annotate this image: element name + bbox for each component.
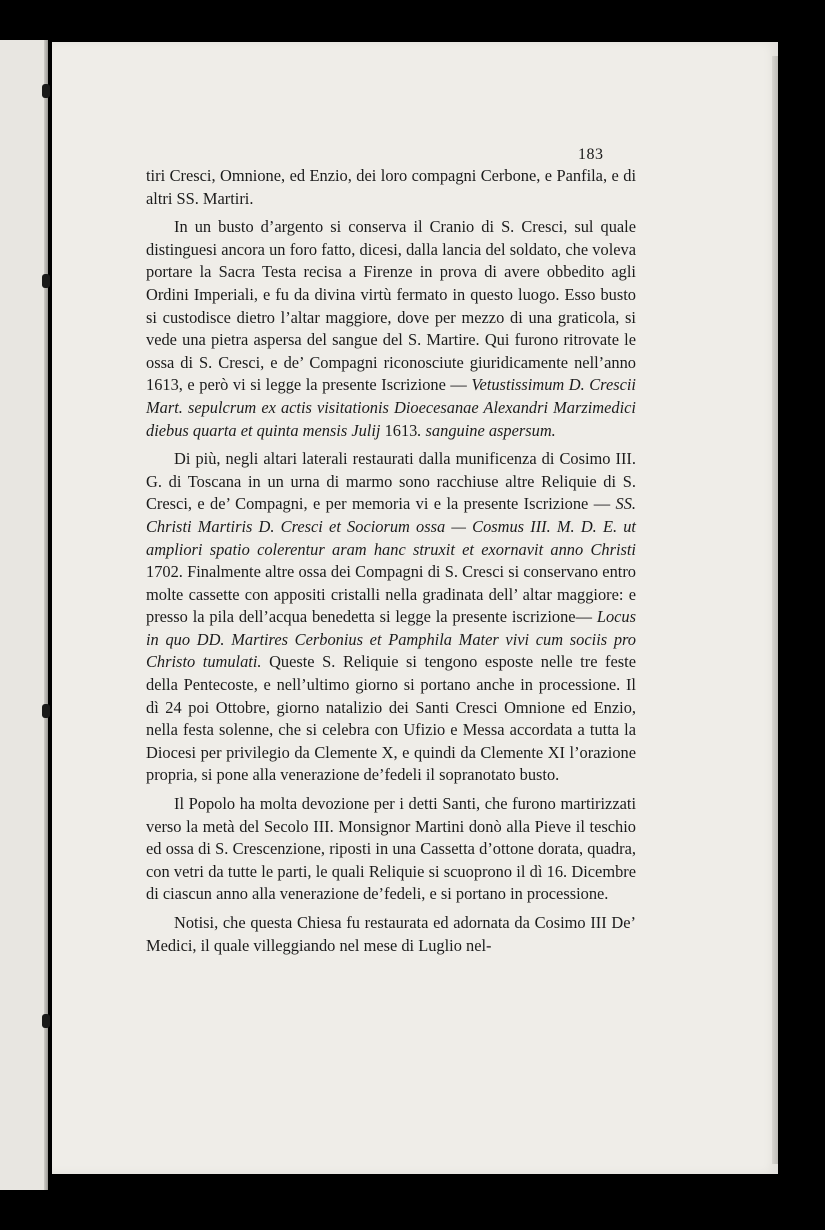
body-text: [146, 165, 636, 963]
paragraph: [146, 912, 636, 957]
page-edge-shadow: [772, 56, 778, 1164]
text-run: Queste S. Reliquie si tengono esposte nelle tre feste della Pentecoste, e nell’ultimo giorno si portano anche in processione. Il dì 24 poi Ottobre, giorno natalizio dei Santi Cresci Omnione ed Enzio, nella festa solenne, che si celebra con Ufizio e Messa accordata a tutta la Diocesi per privilegio da Clemente X, e quindi da Clemente XI l’orazione propria, si pone alla venerazione de’fedeli il sopranotato busto.: [146, 652, 636, 785]
italic-inscription: Vetustissimum D. Crescii Mart. sepulcrum ex actis visitationis Dioecesanae Alexandri Marzimedici diebus quarta et quinta mensis Julij: [146, 375, 636, 440]
binding-thread-mark: [42, 704, 50, 718]
page-number: 183: [578, 146, 604, 163]
text-run: Di più, negli altari laterali restaurati dalla munificenza di Cosimo III. G. di Toscana in un urna di marmo sono racchiuse altre Reliquie di S. Cresci, e de’ Compagni, e per memoria vi e la presente Iscrizione —: [146, 449, 636, 514]
binding-thread-mark: [42, 1014, 50, 1028]
left-page-edge: [0, 40, 48, 1190]
paragraph: [146, 165, 636, 210]
italic-inscription: SS. Christi Martiris D. Cresci et Sociorum ossa — Cosmus III. M. D. E. ut ampliori spatio colerentur aram hanc struxit et exornavit anno Christi: [146, 494, 636, 559]
paragraph: [146, 216, 636, 442]
italic-inscription: . sanguine aspersum.: [417, 420, 556, 440]
text-run: Il Popolo ha molta devozione per i detti Santi, che furono martirizzati verso la metà del Secolo III. Monsignor Martini donò alla Pieve il teschio ed ossa di S. Crescenzione, riposti in una Cassetta d’ottone dorata, quadra, con vetri da tutte le parti, le quali Reliquie si scuoprono il dì 16. Dicembre di ciascun anno alla venerazione de’fedeli, e si portano in processione.: [146, 794, 636, 904]
text-run: Notisi, che questa Chiesa fu restaurata ed adornata da Cosimo III De’ Medici, il quale villeggiando nel mese di Luglio nel-: [146, 913, 636, 955]
binding-thread-mark: [42, 84, 50, 98]
paragraph: [146, 793, 636, 906]
text-run: In un busto d’argento si conserva il Cranio di S. Cresci, sul quale distinguesi ancora un foro fatto, dicesi, dalla lancia del soldato, che voleva portare la Sacra Testa recisa a Firenze in prova di avere obbedito agli Ordini Imperiali, e fu da divina virtù fermato in questo luogo. Esso busto si custodisce dietro l’altar maggiore, dove per mezzo di una graticola, si vede una pietra aspersa del sangue del S. Martire. Qui furono ritrovate le ossa di S. Cresci, e de’ Compagni riconosciute giuridicamente nell’anno 1613, e però vi si legge la presente Iscrizione —: [146, 217, 636, 395]
text-run: tiri Cresci, Omnione, ed Enzio, dei loro compagni Cerbone, e Panfila, e di altri SS. Martiri.: [146, 166, 636, 208]
text-run: 1613: [380, 420, 418, 440]
italic-inscription: Locus in quo DD. Martires Cerbonius et Pamphila Mater vivi cum sociis pro Christo tumulati.: [146, 607, 636, 672]
text-run: 1702. Finalmente altre ossa dei Compagni di S. Cresci si conservano entro molte cassette con appositi cristalli nella gradinata dell’ altar maggiore: e presso la pila dell’acqua benedetta si legge la presente iscrizione—: [146, 562, 636, 627]
binding-thread-mark: [42, 274, 50, 288]
paragraph: [146, 448, 636, 787]
